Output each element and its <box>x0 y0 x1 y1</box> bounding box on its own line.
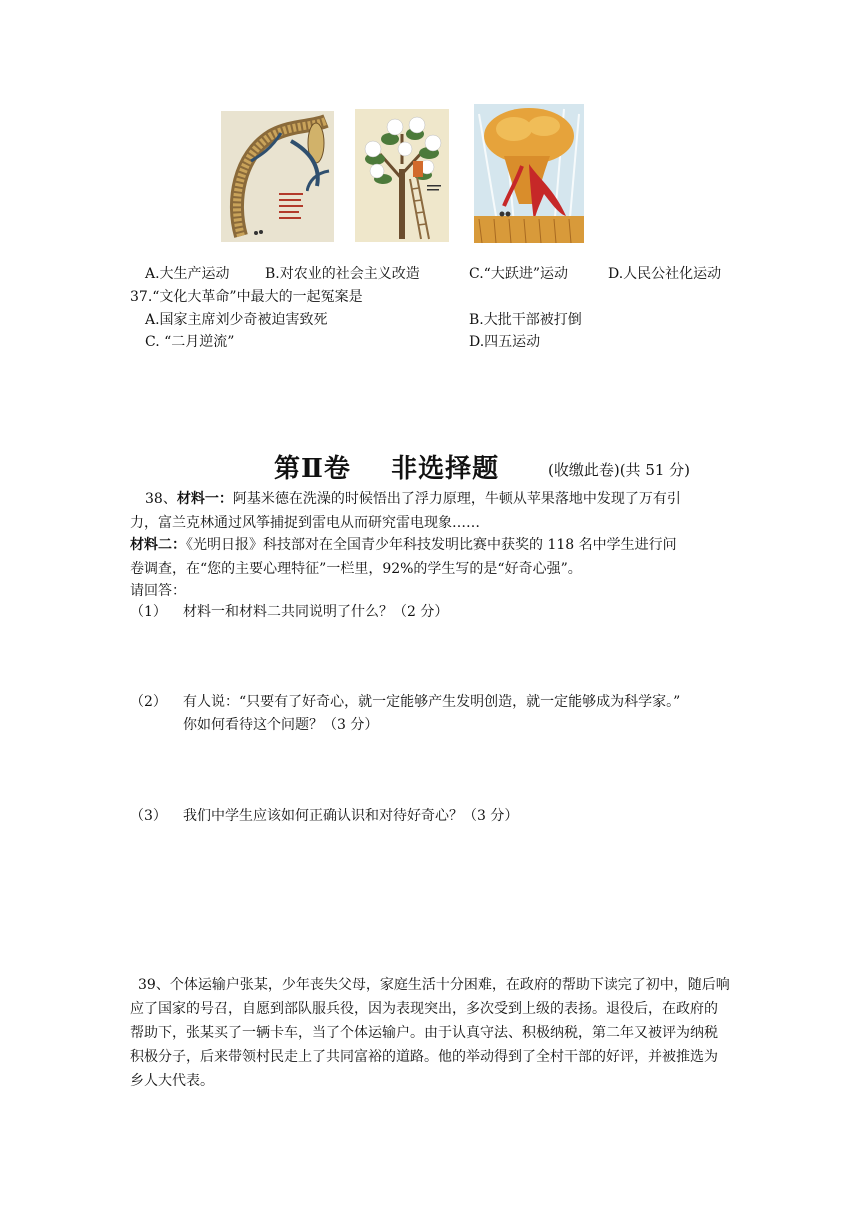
q38-material-2-line-2: 卷调查，在“您的主要心理特征”一栏里，92%的学生写的是“好奇心强”。 <box>130 561 582 577</box>
q38-material-2-line-1 <box>130 535 677 555</box>
q38-sub1-text: 材料一和材料二共同说明了什么？（2 分） <box>183 604 449 620</box>
q38-sub2-text-line-1: 有人说：“只要有了好奇心，就一定能够产生发明创造，就一定能够成为科学家。” <box>183 694 681 710</box>
poster-corn-arch <box>221 111 334 242</box>
q37-option-d: D.四五运动 <box>469 334 541 350</box>
grain-cloud-illustration <box>474 104 584 243</box>
poster-grain-cloud <box>474 104 584 243</box>
q37-option-b: B.大批干部被打倒 <box>469 312 582 328</box>
q38-material-1-text: 阿基米德在洗澡的时候悟出了浮力原理，牛顿从苹果落地中发现了万有引 <box>232 491 681 507</box>
q38-sub2-text-line-2: 你如何看待这个问题？（3 分） <box>183 717 379 733</box>
q38-material-1-line-2: 力，富兰克林通过风筝捕捉到雷电从而研究雷电现象…… <box>130 515 480 531</box>
q36-option-b: B.对农业的社会主义改造 <box>265 266 420 282</box>
q38-sub3-number: （3） <box>130 808 167 824</box>
section-title: 第Ⅱ卷 非选择题 <box>274 454 500 484</box>
corn-arch-illustration <box>221 111 334 242</box>
q38-material-1-label: 材料一： <box>176 491 233 507</box>
cotton-tree-illustration <box>355 109 449 242</box>
q36-option-c: C.“大跃进”运动 <box>469 266 568 282</box>
q38-material-2-label: 材料二： <box>130 537 186 553</box>
section-subtitle: (收缴此卷)(共 51 分) <box>548 461 691 479</box>
q38-prompt: 请回答： <box>130 583 186 599</box>
q37-option-a: A.国家主席刘少奇被迫害致死 <box>145 312 328 328</box>
q38-number: 38、 <box>145 491 177 507</box>
q36-option-d: D.人民公社化运动 <box>608 266 722 282</box>
q39-text: 39、个体运输户张某，少年丧失父母，家庭生活十分困难，在政府的帮助下读完了初中，随后响应了国家的号召，自愿到部队服兵役，因为表现突出，多次受到上级的表扬。退役后，在政府的帮助下，张某买了一辆卡车，当了个体运输户。由于认真守法、积极纳税，第二年又被评为纳税积极分子，后来带领村民走上了共同富裕的道路。他的举动得到了全村干部的好评，并被推选为乡人大代表。 <box>130 977 730 1089</box>
q37-option-c: C. “二月逆流” <box>145 334 235 350</box>
q38-material-2-text: 《光明日报》科技部对在全国青少年科技发明比赛中获奖的 118 名中学生进行问 <box>186 537 677 553</box>
q37-stem: 37.“文化大革命”中最大的一起冤案是 <box>130 289 363 305</box>
poster-cotton-tree <box>355 109 449 242</box>
q36-option-a: A.大生产运动 <box>145 266 230 282</box>
q38-sub2-number: （2） <box>130 694 167 710</box>
q38-sub3-text: 我们中学生应该如何正确认识和对待好奇心？（3 分） <box>183 808 519 824</box>
q38-sub1-number: （1） <box>130 604 167 620</box>
q38-material-1-line-1 <box>145 489 681 509</box>
